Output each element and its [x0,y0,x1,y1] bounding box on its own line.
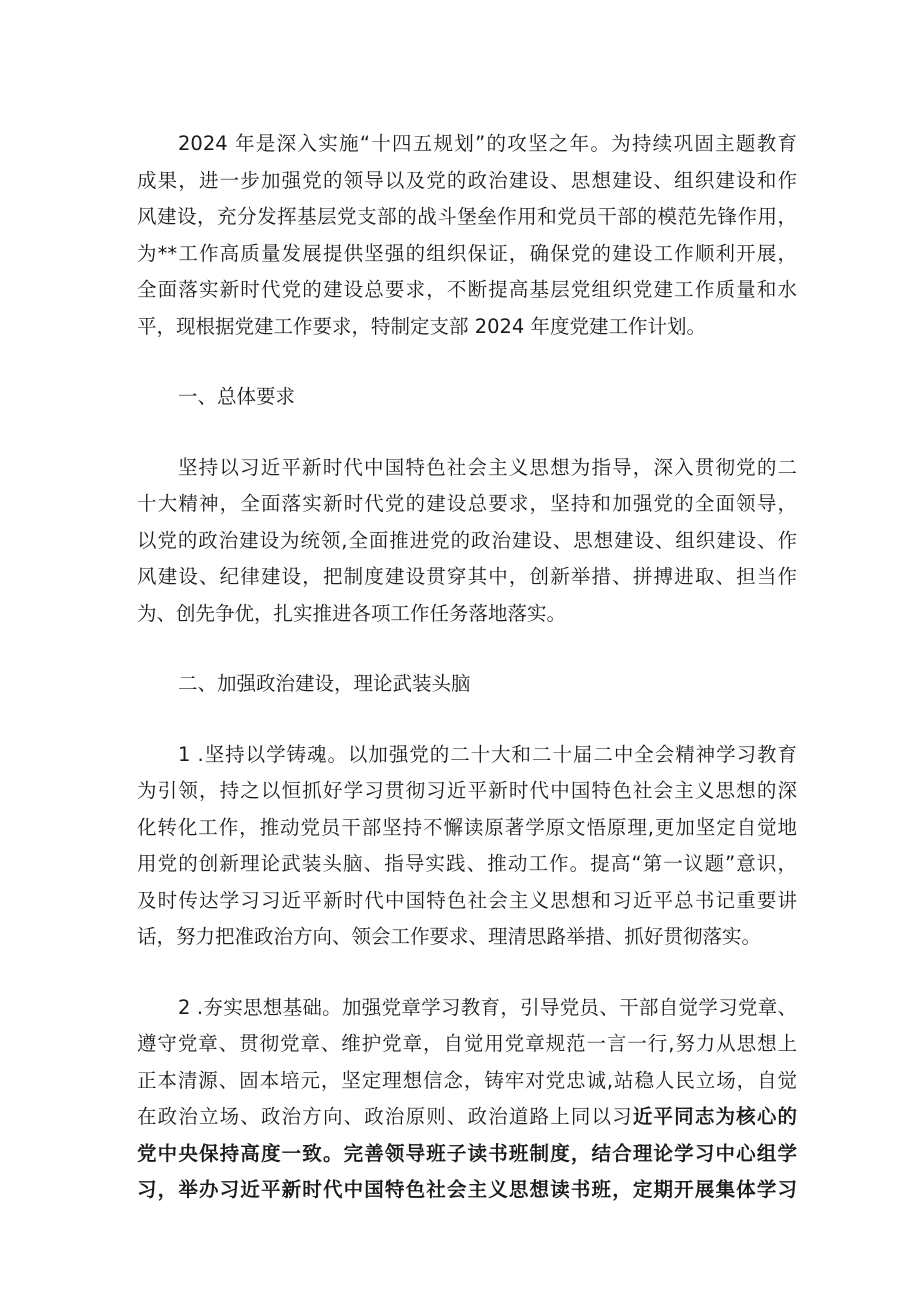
paragraph-line: 遵守党章、贯彻党章、维护党章，自觉用党章规范一言一行,努力从思想上 [137,1032,797,1055]
paragraph-line: 以党的政治建设为统领,全面推进党的政治建设、思想建设、组织建设、作 [137,528,797,552]
paragraph-line: 用党的创新理论武装头脑、指导实践、推动工作。提高“第一议题”意识， [137,852,797,875]
section-1-paragraph [137,450,797,633]
spacer [137,703,797,737]
paragraph-line: 为**工作高质量发展提供坚强的组织保证，确保党的建设工作顺利开展， [137,241,797,265]
paragraph-line: 风建设、纪律建设，把制度建设贯穿其中，创新举措、拼搏进取、担当作 [137,565,797,588]
section-heading-2: 二、加强政治建设，理论武装头脑 [178,672,471,695]
paragraph-line: 化转化工作，推动党员干部坚持不懈读原著学原文悟原理,更加坚定自觉地 [137,815,797,839]
paragraph-line: 党中央保持高度一致。完善领导班子读书班制度，结合理论学习中心组学 [137,1141,797,1165]
paragraph-line: 为引领，持之以恒抓好学习贯彻习近平新时代中国特色社会主义思想的深 [137,779,797,802]
paragraph-line: 及时传达学习习近平新时代中国特色社会主义思想和习近平总书记重要讲 [137,888,797,912]
paragraph-line: 成果，进一步加强党的领导以及党的政治建设、思想建设、组织建设和作 [137,168,797,192]
paragraph-line [137,1099,797,1136]
item-1-paragraph [137,737,797,956]
paragraph-line: 2024 年是深入实施“十四五规划”的攻坚之年。为持续巩固主题教育 [178,132,797,155]
paragraph-line: 2 .夯实思想基础。加强党章学习教育，引导党员、干部自觉学习党章、 [178,995,797,1019]
section-heading-1: 一、总体要求 [178,385,296,408]
paragraph-line: 坚持以习近平新时代中国特色社会主义思想为指导，深入贯彻党的二 [178,455,797,479]
paragraph-line: 风建设，充分发挥基层党支部的战斗堡垒作用和党员干部的模范先锋作用， [137,205,797,228]
spacer [137,632,797,666]
document-body [137,126,797,1209]
bold-text: 近平同志为核心的 [632,1105,797,1128]
paragraph-line: 正本清源、固本培元，坚定理想信念，铸牢对党忠诚,站稳人民立场，自觉 [137,1068,797,1092]
spacer [137,956,797,990]
paragraph-line: 十大精神，全面落实新时代党的建设总要求，坚持和加强党的全面领导， [137,492,797,515]
paragraph-line: 平，现根据党建工作要求，特制定支部 2024 年度党建工作计划。 [137,314,707,338]
paragraph-line: 话，努力把准政治方向、领会工作要求、理清思路举措、抓好贯彻落实。 [137,925,762,948]
paragraph-line: 全面落实新时代党的建设总要求，不断提高基层党组织党建工作质量和水 [137,278,797,301]
paragraph-line: 为、创先争优，扎实推进各项工作任务落地落实。 [137,601,567,625]
regular-text: 在政治立场、政治方向、政治原则、政治道路上同以习 [137,1105,633,1128]
spacer [137,416,797,450]
intro-paragraph [137,126,797,345]
spacer [137,345,797,379]
paragraph-line: 1 .坚持以学铸魂。以加强党的二十大和二十届二中全会精神学习教育 [178,742,797,766]
paragraph-line: 习，举办习近平新时代中国特色社会主义思想读书班，定期开展集体学习 [137,1178,797,1201]
item-2-paragraph [137,990,797,1209]
